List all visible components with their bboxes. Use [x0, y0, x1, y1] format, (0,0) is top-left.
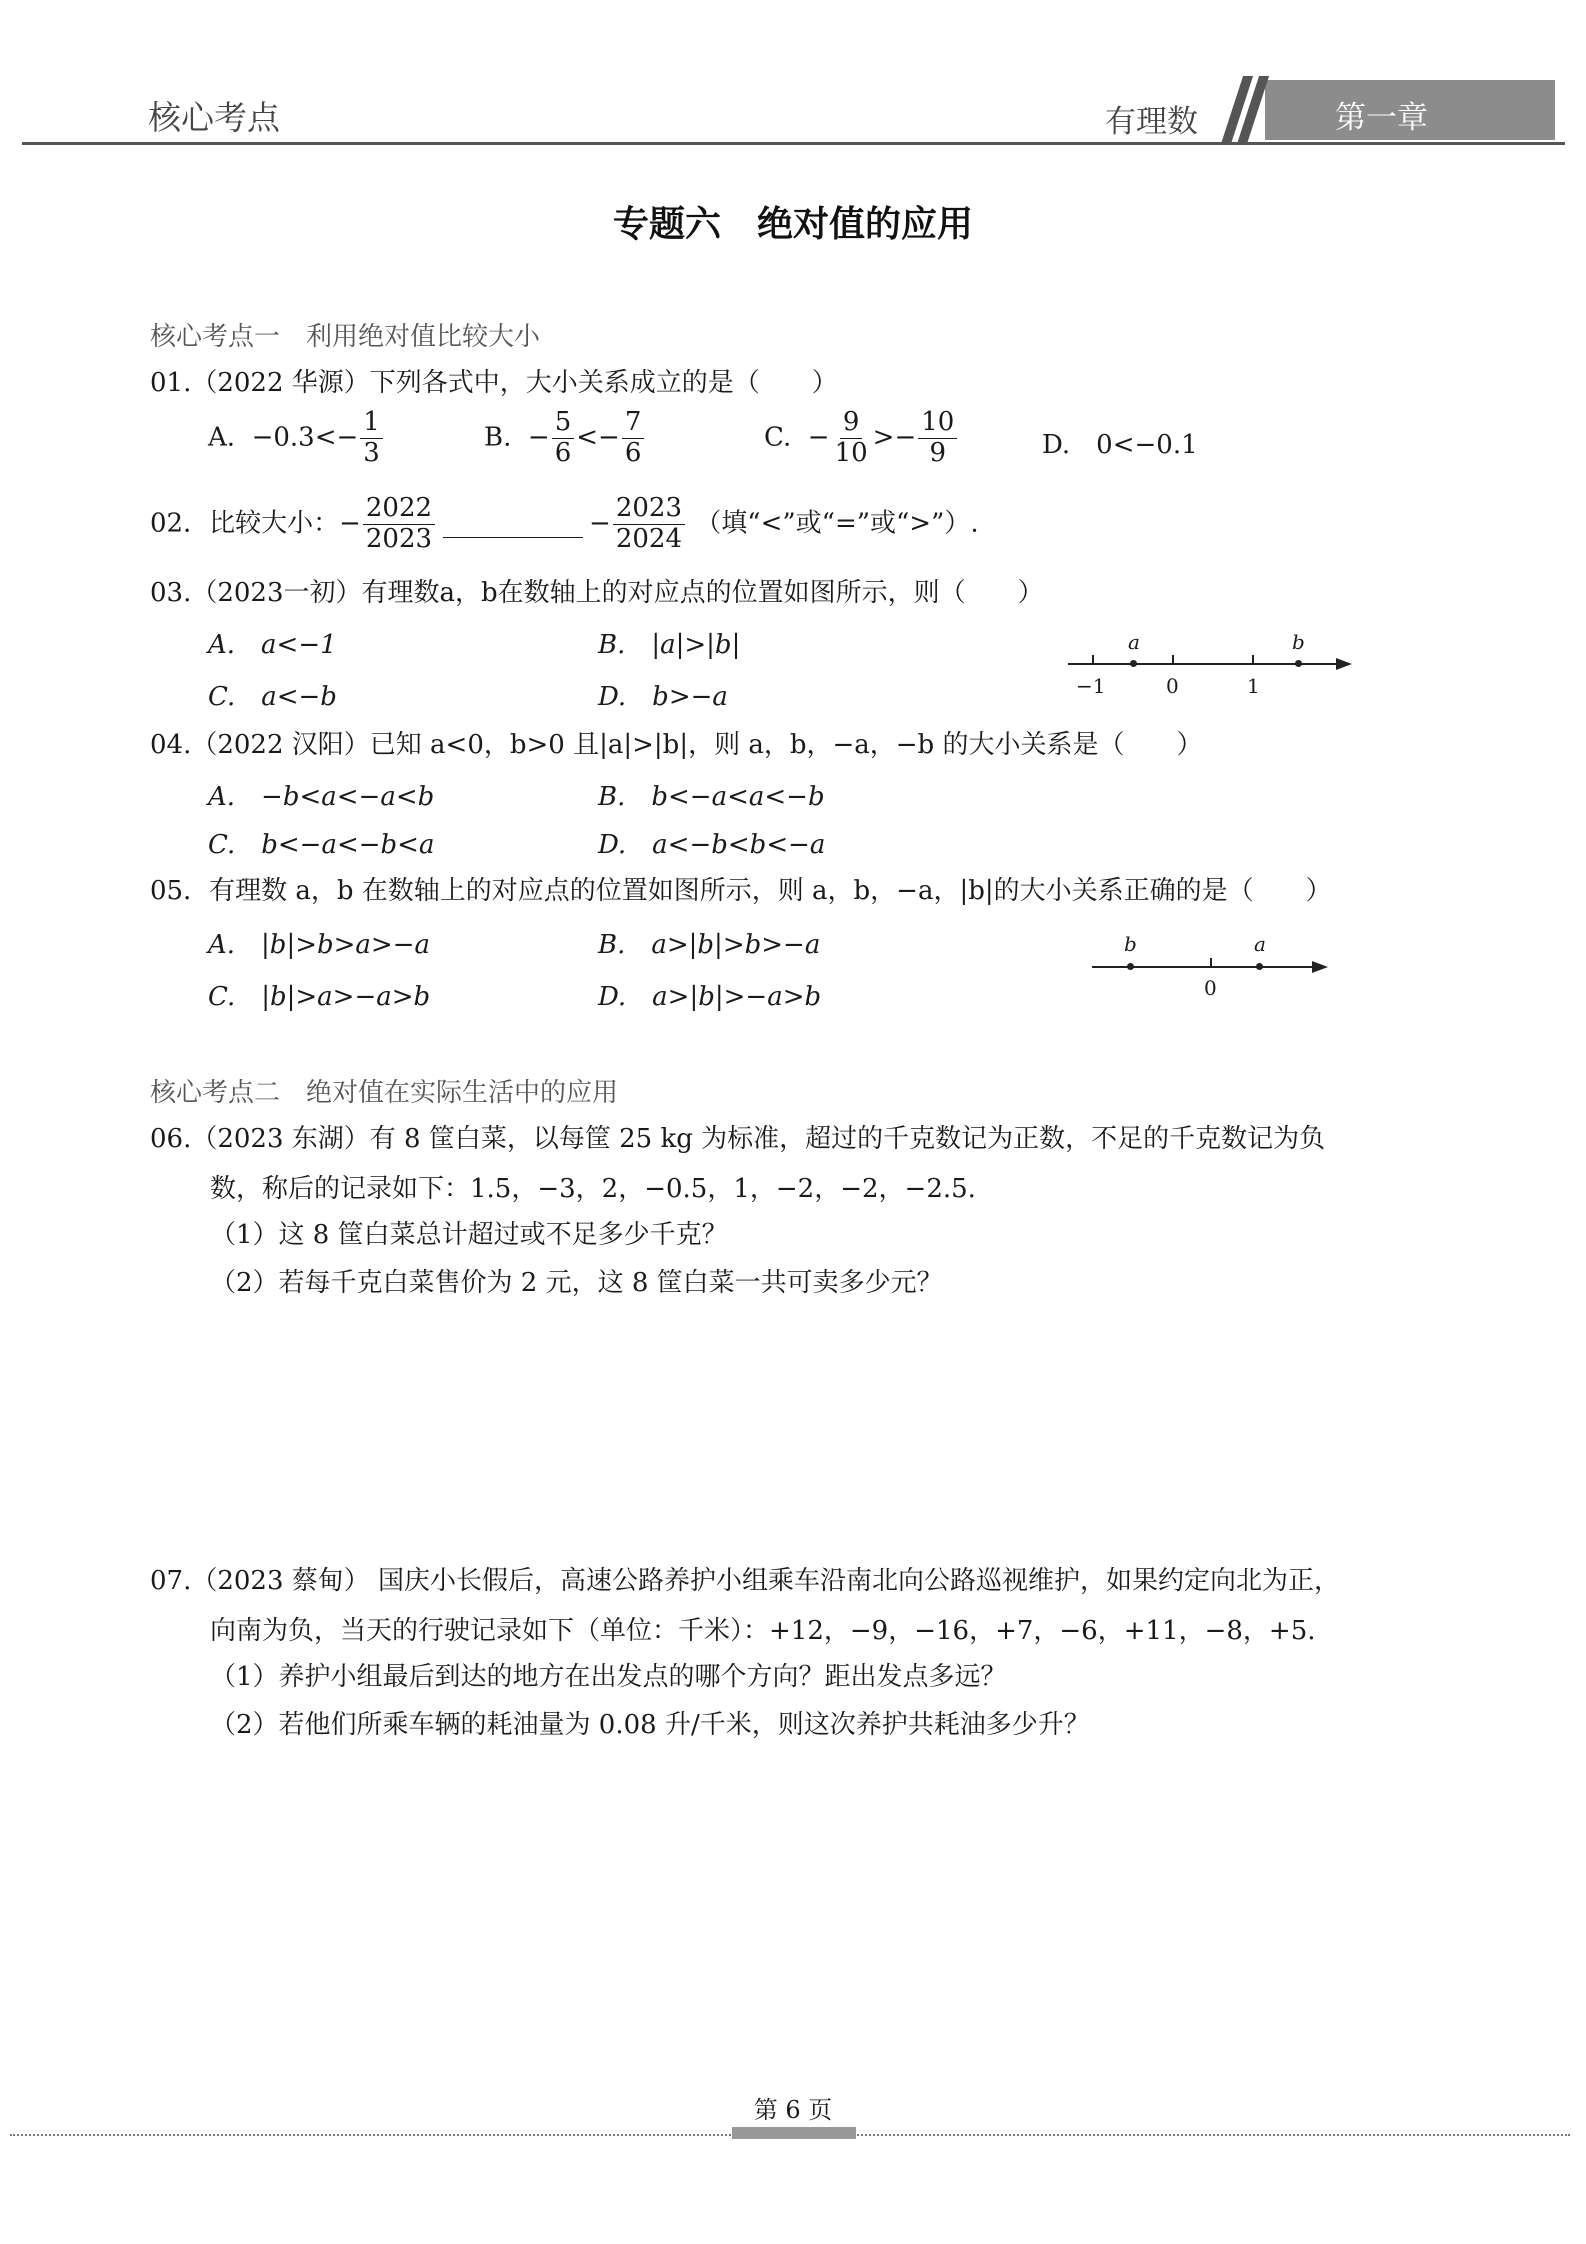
question-07-part-1: （1）养护小组最后到达的地方在出发点的哪个方向？距出发点多远？: [210, 1662, 1007, 1692]
point-a-label: a: [1254, 932, 1266, 956]
question-05-option-a: A. |b|>b>a>−a: [208, 930, 430, 960]
question-04-option-c: C. b<−a<−b<a: [208, 830, 435, 860]
question-04-option-a: A. −b<a<−a<b: [208, 782, 435, 812]
question-01-option-d: D. 0<−0.1: [1042, 430, 1198, 460]
question-03-option-d: D. b>−a: [598, 682, 728, 712]
question-05-stem: 05．有理数 a，b 在数轴上的对应点的位置如图所示，则 a，b，−a，|b|的大小关系正确的是（ ）: [150, 876, 1332, 906]
question-07-part-2: （2）若他们所乘车辆的耗油量为 0.08 升/千米，则这次养护共耗油多少升？: [210, 1710, 1090, 1740]
number-line-arrow: [1312, 961, 1328, 973]
question-07-line-1: 07.（2023 蔡甸） 国庆小长假后，高速公路养护小组乘车沿南北向公路巡视维护，如果约定向北为正，: [150, 1566, 1341, 1596]
question-06-part-1: （1）这 8 筐白菜总计超过或不足多少千克？: [210, 1220, 728, 1250]
question-06-line-2: 数，称后的记录如下：1.5，−3，2，−0.5，1，−2，−2，−2.5.: [210, 1174, 976, 1204]
question-03-option-b: B. |a|>|b|: [598, 630, 741, 660]
question-04-option-d: D. a<−b<b<−a: [598, 830, 826, 860]
header-subject: 有理数: [1105, 104, 1198, 140]
question-07-line-2: 向南为负，当天的行驶记录如下（单位：千米）：+12，−9，−16，+7，−6，+11，−8，+5.: [210, 1616, 1316, 1646]
page-title: 专题六 绝对值的应用: [612, 203, 973, 245]
point-b: [1127, 963, 1134, 970]
section-heading-1: 核心考点一 利用绝对值比较大小: [150, 322, 541, 352]
question-05-option-b: B. a>|b|>b>−a: [598, 930, 821, 960]
question-06-line-1: 06.（2023 东湖）有 8 筐白菜，以每筐 25 kg 为标准，超过的千克数记为正数，不足的千克数记为负: [150, 1124, 1326, 1154]
footer-bar: [732, 2127, 856, 2139]
axis-label-0: 0: [1166, 674, 1179, 698]
axis-label-0: 0: [1204, 976, 1217, 1000]
axis-label-minus-1: −1: [1076, 674, 1106, 698]
tick-0: [1210, 958, 1212, 967]
point-b-label: b: [1124, 932, 1137, 956]
tick-1: [1252, 655, 1254, 664]
question-01-option-a: A. −0.3<− $\frac{1}{3}$: [208, 408, 385, 469]
question-06-part-2: （2）若每千克白菜售价为 2 元，这 8 筐白菜一共可卖多少元？: [210, 1268, 943, 1298]
point-a: [1130, 660, 1137, 667]
header-rule: [22, 142, 1565, 145]
question-03-option-c: C. a<−b: [208, 682, 337, 712]
question-02: 02．比较大小：− $\frac{2022}{2023}$ − $\frac{2023}{2024}$ （填“<”或“=”或“>”）.: [150, 493, 979, 554]
answer-blank[interactable]: [443, 511, 583, 538]
header-left-title: 核心考点: [148, 98, 280, 137]
point-b: [1295, 660, 1302, 667]
number-line-axis: [1092, 966, 1314, 968]
question-01-option-b: B. − $\frac{5}{6}$ <− $\frac{7}{6}$: [484, 408, 646, 469]
axis-label-1: 1: [1247, 674, 1260, 698]
tick-minus-1: [1092, 655, 1094, 664]
question-04-option-b: B. b<−a<a<−b: [598, 782, 825, 812]
section-heading-2: 核心考点二 绝对值在实际生活中的应用: [150, 1078, 619, 1108]
tick-0: [1172, 655, 1174, 664]
point-a-label: a: [1128, 630, 1140, 654]
question-03-stem: 03.（2023一初）有理数a，b在数轴上的对应点的位置如图所示，则（ ）: [150, 578, 1044, 608]
number-line-arrow: [1336, 658, 1352, 670]
question-05-option-d: D. a>|b|>−a>b: [598, 982, 822, 1012]
question-01-option-c: C. − $\frac{9}{10}$ >− $\frac{10}{9}$: [764, 408, 959, 469]
point-a: [1256, 963, 1263, 970]
question-04-stem: 04.（2022 汉阳）已知 a<0，b>0 且|a|>|b|，则 a，b，−a，−b 的大小关系是（ ）: [150, 730, 1203, 760]
question-05-option-c: C. |b|>a>−a>b: [208, 982, 431, 1012]
point-b-label: b: [1292, 630, 1305, 654]
question-03-option-a: A. a<−1: [208, 630, 337, 660]
question-01-stem: 01.（2022 华源）下列各式中，大小关系成立的是（ ）: [150, 368, 838, 398]
header-chapter: 第一章: [1335, 100, 1428, 136]
page-number: 第 6 页: [753, 2096, 833, 2124]
